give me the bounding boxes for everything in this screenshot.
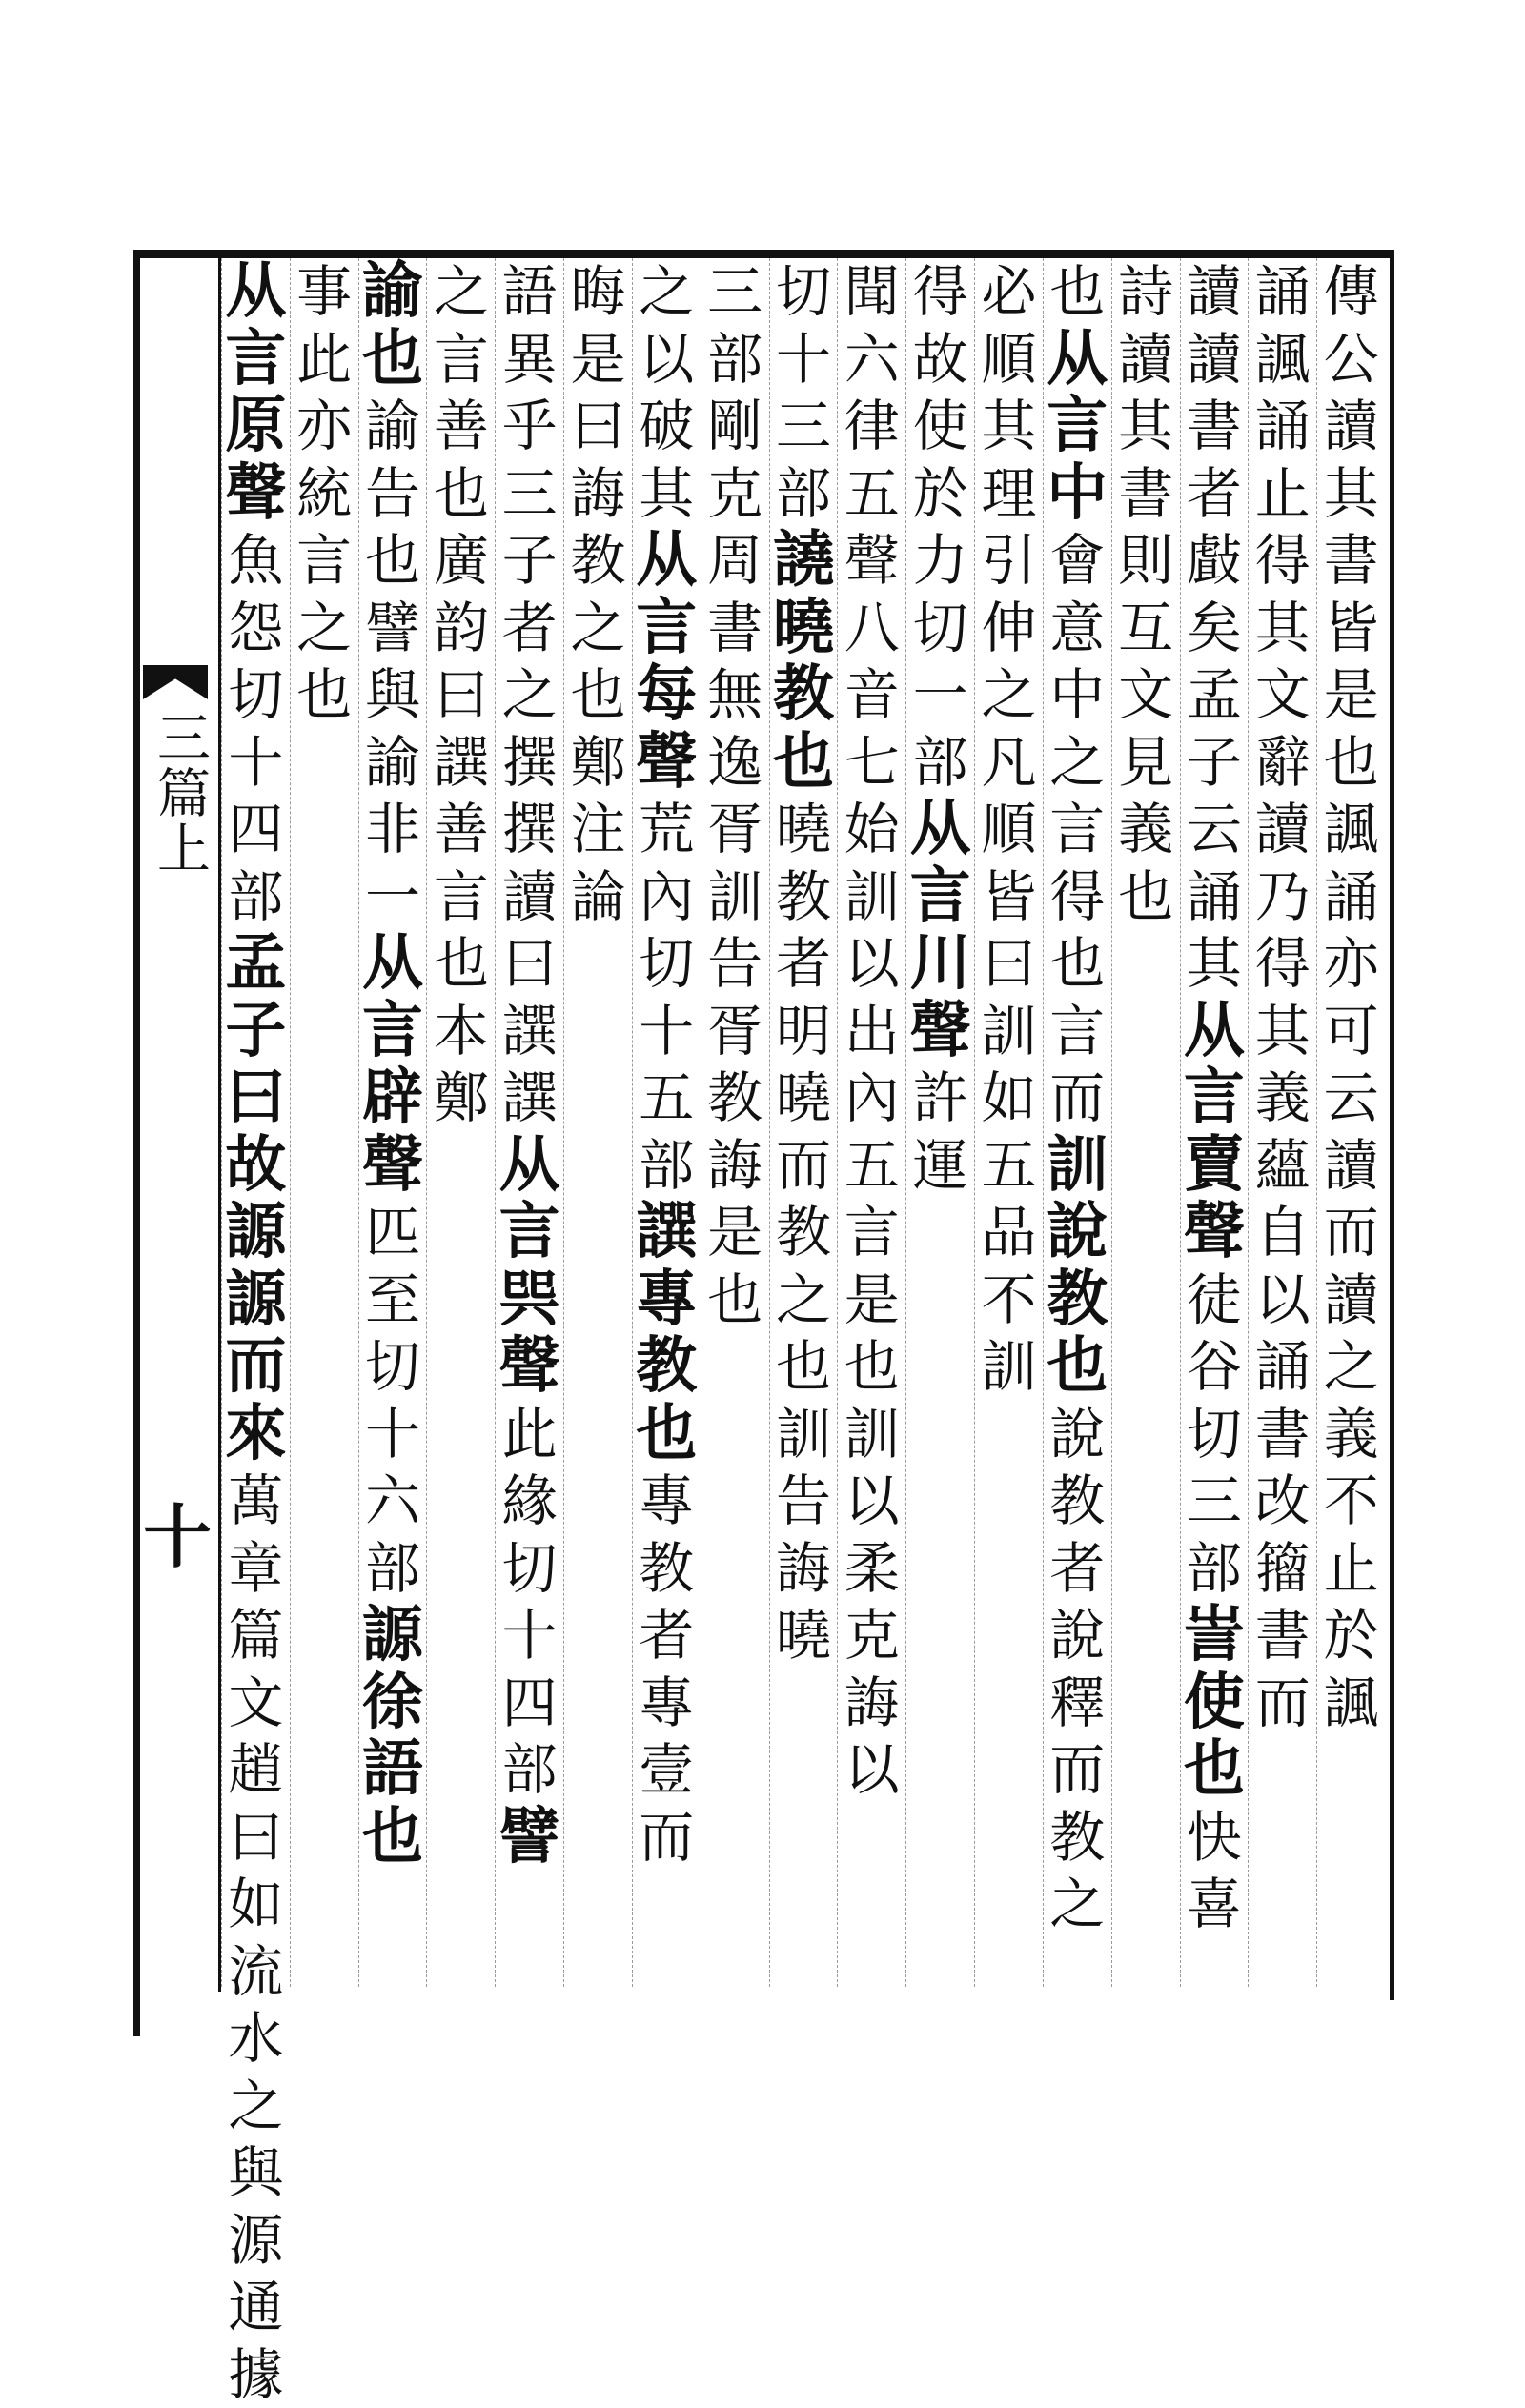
margin-strip	[140, 250, 218, 1992]
text-column	[1043, 258, 1111, 1987]
main-text-segment: 謜 徐 語 也	[361, 1599, 423, 1872]
main-text-segment: 从 言 辟 聲	[361, 927, 423, 1201]
text-column	[426, 258, 495, 1987]
commentary-segment: 必 順 其 理 引 伸 之 凡 順 皆 曰 訓 如 五 品 不 訓	[981, 259, 1037, 1399]
commentary-segment: 此 緣 切 十 四 部	[501, 1401, 558, 1802]
main-text-segment: 从 言 每 聲	[636, 524, 698, 798]
commentary-segment: 萬 章 篇 文 趙 曰 如 流 水 之 與 源 通 據	[228, 1468, 284, 2407]
text-column	[563, 258, 632, 1987]
commentary-segment: 魚 怨 切 十 四 部	[228, 528, 284, 929]
commentary-segment: 曉 教 者 明 曉 而 教 之 也 訓 告 誨 曉	[775, 797, 831, 1668]
text-column	[495, 258, 563, 1987]
text-column	[358, 255, 427, 1987]
text-area	[221, 255, 1385, 2407]
commentary-segment: 之 以 破 其	[639, 259, 695, 526]
commentary-segment: 得 故 使 於 力 切 一 部	[912, 259, 968, 795]
main-text-segment: 訔 使 也	[1183, 1599, 1245, 1805]
main-text-segment: 从 言 川 聲	[909, 793, 971, 1066]
commentary-segment: 匹 至 切 十 六 部	[364, 1200, 420, 1601]
text-column	[1248, 258, 1316, 1987]
text-column	[221, 255, 290, 2407]
commentary-segment: 剛 克 周 書 無 逸 胥 訓 告 胥 教 誨 是 也	[707, 394, 763, 1332]
page-left-rule	[133, 250, 140, 2036]
margin-title: 三篇上	[149, 710, 211, 876]
commentary-segment: 也	[1049, 259, 1106, 324]
main-text-segment: 訓 說 教 也	[1047, 1128, 1108, 1402]
main-text-segment: 从 言 巺 聲	[498, 1128, 560, 1402]
commentary-segment: 快 喜	[1186, 1804, 1242, 1936]
commentary-segment: 切 十 三 部	[775, 259, 831, 526]
commentary-segment: 語 異 乎 三 子 者 之 撰 撰 讀 曰 譔 譔	[501, 259, 558, 1130]
commentary-segment: 說 教 者 說 釋 而 教 之	[1049, 1401, 1106, 1936]
text-column	[1316, 258, 1385, 1987]
commentary-segment: 會 意 中 之 言 得 也 言 而	[1049, 528, 1106, 1130]
commentary-segment: 傳 公 讀 其 書 皆 是 也 諷 誦 亦 可 云 讀 而 讀 之 義 不 止 於 諷	[1323, 259, 1379, 1735]
main-text-segment: 譊 曉 教 也	[772, 524, 834, 798]
text-column	[1180, 258, 1249, 1987]
text-column	[1111, 258, 1180, 1987]
text-column	[905, 258, 974, 1987]
margin-folio: 十	[143, 1496, 213, 1577]
main-text-segment: 孟 子 曰 故 謜 謜 而 來	[225, 927, 287, 1469]
main-text-segment: 从 言 原 聲	[225, 255, 287, 529]
commentary-segment: 諭 告 也 譬 與 諭 非 一	[364, 394, 420, 929]
commentary-segment: 誦 諷 誦 止 得 其 文 辭 讀 乃 得 其 義 蘊 自 以 誦 書 改 籀 書 而	[1254, 259, 1311, 1735]
text-column	[769, 258, 838, 1987]
main-text-segment: 从 言 賣 聲	[1183, 994, 1245, 1267]
main-text-segment: 从 言 中	[1047, 322, 1108, 529]
commentary-segment: 荒 內 切 十 五 部	[639, 797, 695, 1198]
text-column	[701, 258, 769, 1987]
text-column	[837, 258, 905, 1987]
text-column	[290, 258, 358, 1987]
main-text-segment: 諭 也	[361, 255, 423, 395]
main-text-segment: 譬	[498, 1800, 560, 1872]
commentary-segment: 徒 谷 切 三 部	[1186, 1266, 1242, 1601]
commentary-segment: 之 言 善 也 廣 韵 曰 譔 善 言 也 本 鄭	[433, 259, 489, 1130]
commentary-segment: 教 之 也 鄭 注 論	[570, 528, 626, 929]
commentary-segment: 三 部	[707, 259, 763, 392]
commentary-segment: 晦 是 曰 誨	[570, 259, 626, 526]
commentary-segment: 許 運	[912, 1065, 968, 1198]
commentary-segment: 詩 讀 其 書 則 互 文 見 義 也	[1118, 259, 1174, 929]
main-text-segment: 譔 專 教 也	[636, 1196, 698, 1469]
commentary-segment: 專 教 者 專 壹 而	[639, 1468, 695, 1870]
commentary-segment: 聞 六 律 五 聲 八 音 七 始 訓 以 出 內 五 言 是 也 訓 以 柔 克 誨 以	[844, 259, 900, 1802]
text-column	[632, 258, 701, 1987]
commentary-segment: 讀 讀 書 者 㪥 矣 孟 子 云 誦 其	[1186, 259, 1242, 996]
commentary-segment: 事 此 亦 統 言 之 也	[296, 259, 353, 727]
text-column	[974, 258, 1043, 1987]
